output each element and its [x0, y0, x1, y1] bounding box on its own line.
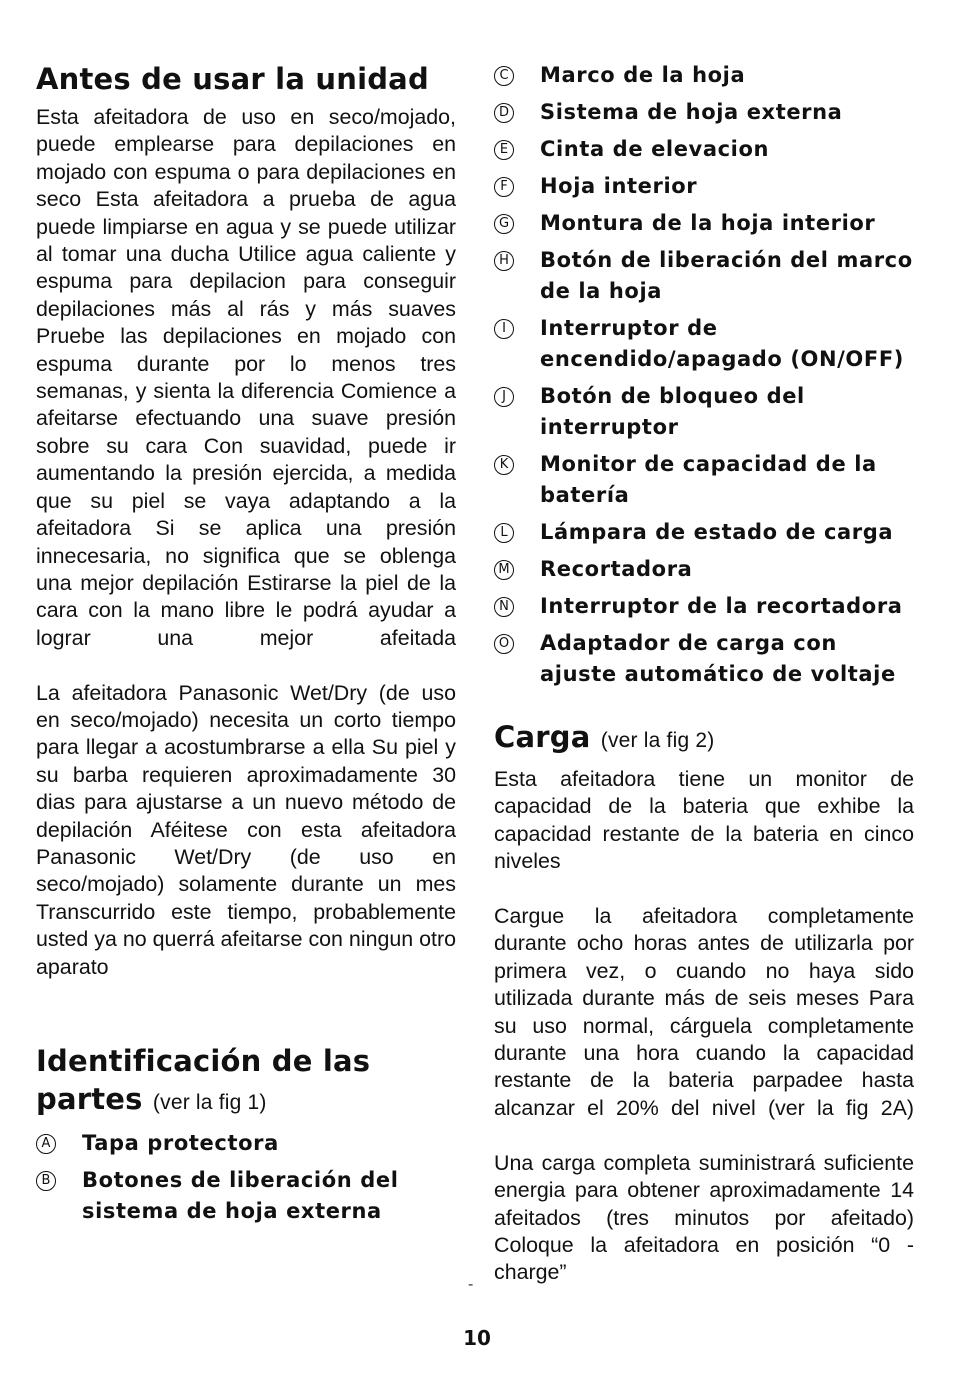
part-label: Monitor de capacidad de la batería — [540, 452, 877, 507]
paragraph-intro: Esta afeitadora de uso en seco/mojado, puede emplearse para depilaciones en mojado con espuma o para depilaciones en seco Esta afeitadora a prueba de agua puede limpiarse en agua y se puede utilizar al tomar una ducha Utilice agua caliente y espuma para depilacion para conseguir depilaciones más al rás y más suaves Pruebe las depilaciones en mojado con espuma durante por lo menos tres semanas, y sienta la diferencia Comience a afeitarse efectuando una suave presión sobre su cara Con suavidad, puede ir aumentando la presión ejercida, a medida que su piel se vaya adaptando a la afeitadora Si se aplica una presión innecesaria, no significa que se oblenga una mejor depilación Estirarse la piel de la cara con la mano libre le podrá ayudar a lograr una mejor afeitada — [36, 105, 456, 650]
right-column — [494, 60, 914, 1314]
part-letter-badge: E — [494, 140, 514, 160]
part-item — [494, 245, 914, 307]
heading-charging-title: Carga — [494, 720, 591, 754]
part-item — [494, 60, 914, 91]
part-letter-badge: F — [494, 177, 514, 197]
part-item — [494, 449, 914, 511]
part-item — [494, 208, 914, 239]
heading-charging — [494, 718, 914, 760]
part-label: Recortadora — [540, 557, 693, 581]
paragraph-battery-monitor: Esta afeitadora tiene un monitor de capacidad de la bateria que exhibe la capacidad restante de la bateria en cinco niveles — [494, 767, 914, 874]
heading-parts-line2: partes — [36, 1082, 143, 1117]
part-letter-badge: A — [36, 1134, 56, 1154]
paragraph-charge-instructions: Cargue la afeitadora completamente durante ocho horas antes de utilizarla por primera vez, o cuando no haya sido utilizada durante más de seis meses Para su uso normal, cárguela completamente durante una hora cuando la capacidad restante de la bateria parpadee hasta alcanzar el 20% del nivel (ver la fig 2A) — [494, 904, 914, 1120]
part-item — [36, 1165, 456, 1227]
part-item — [494, 97, 914, 128]
parts-list-right — [494, 60, 914, 690]
heading-parts-identification — [36, 1042, 456, 1122]
part-label: Botones de liberación del sistema de hoja externa — [82, 1168, 399, 1224]
margin-mark: - — [468, 1276, 474, 1293]
parts-list-left — [36, 1128, 456, 1227]
part-label: Botón de bloqueo del interruptor — [540, 384, 805, 439]
paragraph-full-charge: Una carga completa suministrará suficiente energia para obtener aproximadamente 14 afeitados (tres minutos por afeitado) Coloque la afeitadora en posición “0 - charge” — [494, 1150, 914, 1285]
part-letter-badge: K — [494, 455, 514, 475]
part-label: Interruptor de encendido/apagado (ON/OFF) — [540, 316, 904, 371]
part-item — [36, 1128, 456, 1159]
part-label: Sistema de hoja externa — [540, 100, 843, 124]
part-letter-badge: G — [494, 214, 514, 234]
part-item — [494, 517, 914, 548]
figure-reference-1: (ver la fig 1) — [152, 1091, 267, 1115]
part-item — [494, 628, 914, 690]
part-label: Montura de la hoja interior — [540, 211, 876, 235]
part-letter-badge: L — [494, 523, 514, 543]
part-letter-badge: M — [494, 560, 514, 580]
part-letter-badge: D — [494, 103, 514, 123]
heading-parts-line1: Identificación de las — [36, 1044, 371, 1079]
part-label: Hoja interior — [540, 174, 698, 198]
part-letter-badge: O — [494, 634, 514, 654]
part-letter-badge: N — [494, 597, 514, 617]
part-item — [494, 381, 914, 443]
figure-reference-2: (ver la fig 2) — [600, 729, 715, 752]
part-letter-badge: B — [36, 1171, 56, 1191]
part-item — [494, 171, 914, 202]
left-column — [36, 60, 456, 1233]
part-label: Cinta de elevacion — [540, 137, 770, 161]
part-item — [494, 554, 914, 585]
page-number: 10 — [463, 1326, 491, 1350]
part-label: Interruptor de la recortadora — [540, 594, 903, 618]
part-item — [494, 591, 914, 622]
part-letter-badge: H — [494, 251, 514, 271]
part-label: Tapa protectora — [82, 1131, 279, 1156]
paragraph-adaptation: La afeitadora Panasonic Wet/Dry (de uso en seco/mojado) necesita un corto tiempo para llegar a acostumbrarse a ella Su piel y su barba requieren aproximadamente 30 dias para ajustarse a un nuevo método de depilación Aféitese con esta afeitadora Panasonic Wet/Dry (de uso en seco/mojado) solamente durante un mes Transcurrido este tiempo, probablemente usted ya no querrá afeitarse con ningun otro aparato — [36, 680, 456, 979]
part-letter-badge: C — [494, 66, 514, 86]
part-letter-badge: I — [494, 319, 514, 339]
part-label: Botón de liberación del marco de la hoja — [540, 248, 913, 303]
part-letter-badge: J — [494, 387, 514, 407]
part-item — [494, 313, 914, 375]
part-label: Adaptador de carga con ajuste automático de voltaje — [540, 631, 896, 686]
heading-before-use: Antes de usar la unidad — [36, 62, 429, 96]
part-item — [494, 134, 914, 165]
part-label: Lámpara de estado de carga — [540, 520, 894, 544]
part-label: Marco de la hoja — [540, 63, 746, 87]
